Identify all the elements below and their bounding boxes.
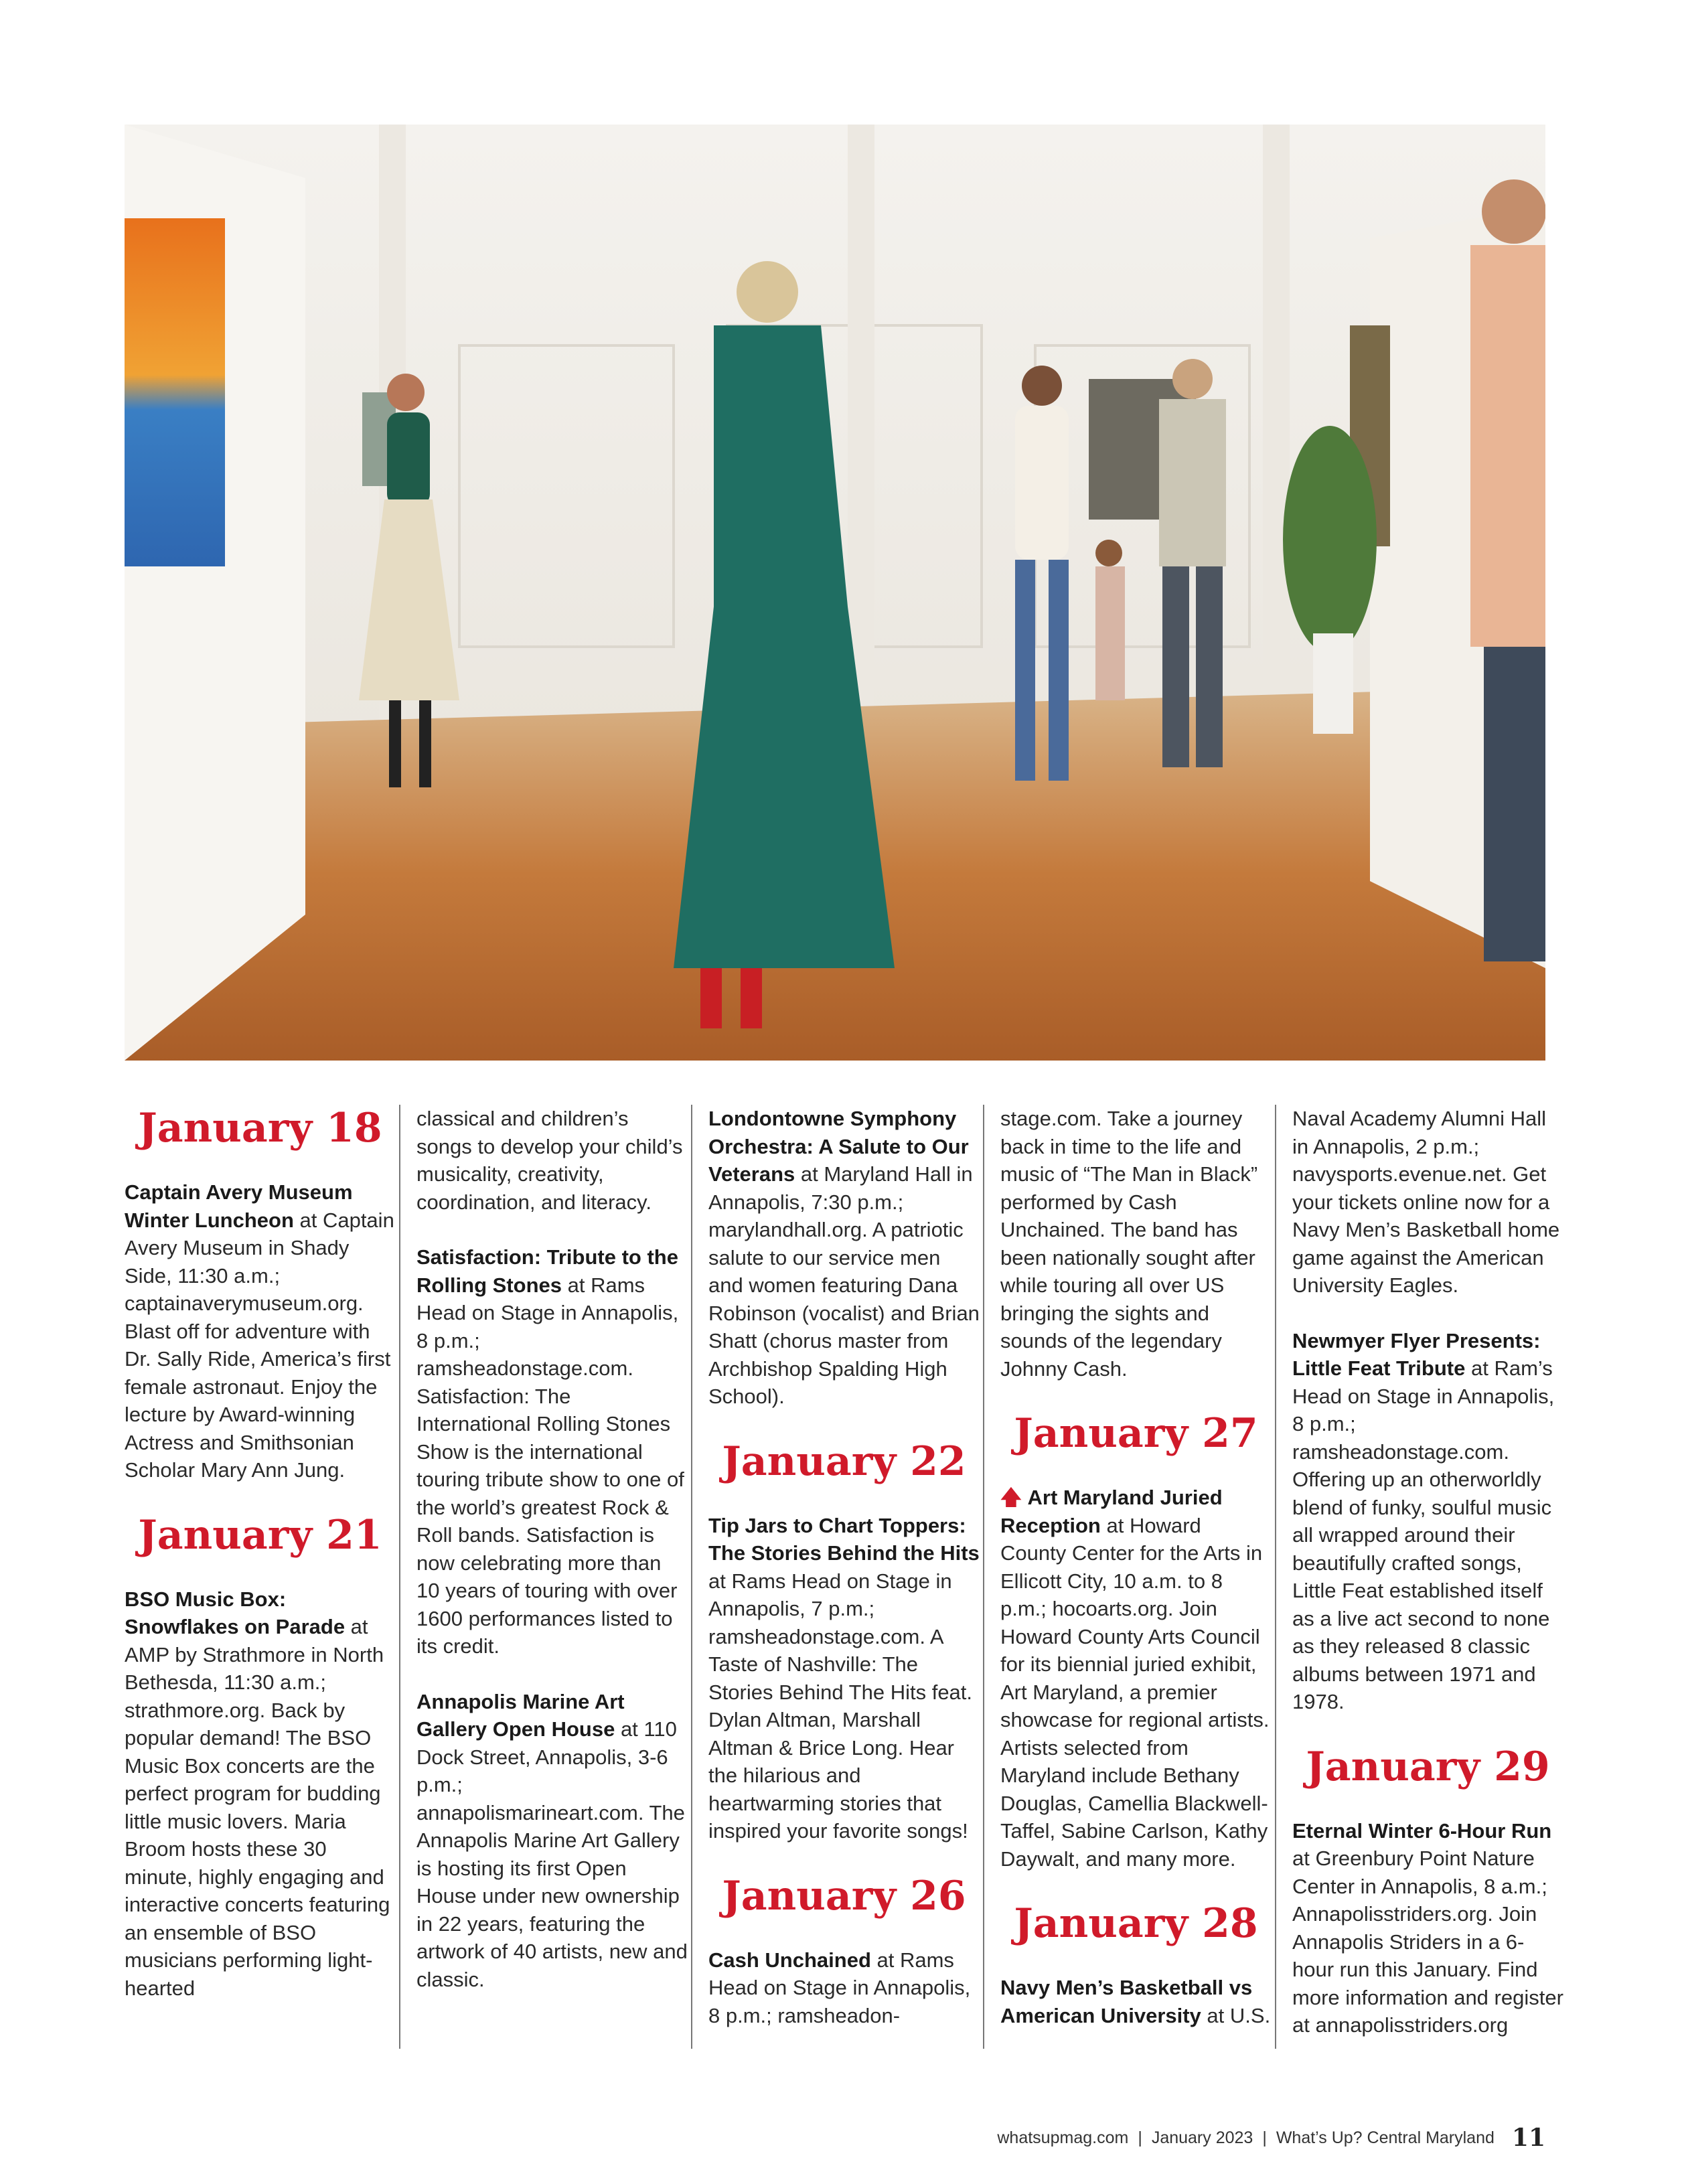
event-title: Annapolis Marine Art Gallery Open House [416, 1689, 625, 1741]
column-4 [1000, 1105, 1272, 2057]
column-3 [708, 1105, 980, 2057]
event-description: at Howard County Center for the Arts in Ellicott City, 10 a.m. to 8 p.m.; hocoarts.org. Join Howard County Arts Council for its biennial juried exhibit, Art Maryland, a premier showcase for regional artists. Artists selected from Maryland include Bethany Douglas, Camellia Blackwell-Taffel, Sabine Carlson, Kathy Daywalt, and many more. [1000, 1513, 1270, 1871]
event-title: Tip Jars to Chart Toppers: The Stories Behind the Hits [708, 1513, 980, 1565]
date-heading-january-26: January 26 [722, 1872, 966, 1920]
event-description: at Rams Head on Stage in Annapolis, 7 p.m.; ramsheadonstage.com. A Taste of Nashville: The Stories Behind The Hits feat. Dylan Altman, Marshall Altman & Brice Long. Hear the hilarious and heartwarming stories that inspired your favorite songs! [708, 1569, 973, 1843]
event-description: at Rams Head on Stage in Annapolis, 8 p.m.; ramsheadon- [708, 1948, 971, 2027]
event-art-maryland [1000, 1484, 1272, 1873]
event-title: Satisfaction: Tribute to the Rolling Stones [416, 1245, 678, 1297]
event-description: at Maryland Hall in Annapolis, 7:30 p.m.; marylandhall.org. A patriotic salute to our service men and women featuring Dana Robinson (vocalist) and Brian Shatt (chorus master from Archbishop Spalding High School). [708, 1162, 980, 1408]
event-title: Cash Unchained [708, 1948, 871, 1972]
column-2 [416, 1105, 688, 2021]
column-5 [1292, 1105, 1563, 2067]
event-bso-music-box [125, 1585, 396, 2003]
event-description: at AMP by Strathmore in North Bethesda, 11:30 a.m.; strathmore.org. Back by popular demand! The BSO Music Box concerts are the perfect program for budding little music lovers. Maria Broom hosts these 30 minute, highly engaging and interactive concerts featuring an ensemble of BSO musicians performing light-hearted [125, 1615, 390, 2000]
footer-separator: | [1138, 2128, 1142, 2147]
date-heading-january-22: January 22 [722, 1437, 966, 1485]
up-arrow-icon: 🡅 [1000, 1486, 1022, 1509]
event-continuation: classical and children’s songs to develop your child’s musicality, creativity, coordination, and literacy. [416, 1107, 683, 1214]
event-listings [125, 1105, 1563, 2059]
date-heading-january-18: January 18 [138, 1105, 382, 1152]
date-heading-january-21: January 21 [138, 1511, 382, 1559]
event-continuation: stage.com. Take a journey back in time to the life and music of “The Man in Black” performed by Cash Unchained. The band has been nationally sought after while touring all over US bringing the sights and sounds of the legendary Johnny Cash. [1000, 1107, 1258, 1381]
event-description: at 110 Dock Street, Annapolis, 3-6 p.m.; annapolismarineart.com. The Annapolis Marine Art Gallery is hosting its first Open House under new ownership in 22 years, featuring the artwork of 40 artists, new and classic. [416, 1717, 688, 1991]
event-satisfaction [416, 1243, 688, 1660]
column-divider [691, 1105, 692, 2049]
date-heading-january-29: January 29 [1306, 1743, 1550, 1790]
footer-magazine: What’s Up? Central Maryland [1276, 2128, 1495, 2147]
event-title: Eternal Winter 6-Hour Run [1292, 1818, 1552, 1843]
column-1 [125, 1105, 396, 2029]
column-divider [983, 1105, 984, 2049]
event-tip-jars [708, 1512, 980, 1845]
hero-photo [125, 125, 1545, 1061]
event-description: at U.S. [1201, 2003, 1271, 2027]
event-description: at Rams Head on Stage in Annapolis, 8 p.m.; ramsheadonstage.com. Satisfaction: The International Rolling Stones Show is the international touring tribute show to one of the world’s greatest Rock & Roll bands. Satisfaction is now celebrating more than 10 years of touring with over 1600 performances listed to its credit. [416, 1273, 684, 1658]
footer-site: whatsupmag.com [997, 2128, 1129, 2147]
event-description: at Captain Avery Museum in Shady Side, 11:30 a.m.; captainaverymuseum.org. Blast off for adventure with Dr. Sally Ride, America’s first female astronaut. Enjoy the lecture by Award-winning Actress and Smithsonian Scholar Mary Ann Jung. [125, 1208, 394, 1482]
event-description: at Greenbury Point Nature Center in Annapolis, 8 a.m.; Annapolisstriders.org. Join Annapolis Striders in a 6-hour run this January. Find more information and register at annapolisstriders.org [1292, 1847, 1563, 2037]
event-eternal-winter-run [1292, 1817, 1563, 2039]
event-title: BSO Music Box: Snowflakes on Parade [125, 1587, 346, 1638]
page-number: 11 [1511, 2124, 1545, 2152]
event-title: Newmyer Flyer Presents: Little Feat Tribute [1292, 1328, 1541, 1380]
event-captain-avery [125, 1178, 396, 1484]
event-description: at Ram’s Head on Stage in Annapolis, 8 p.m.; ramsheadonstage.com. Offering up an otherworldly blend of funky, soulful music all wrapped around their beautifully crafted songs, Little Feat established itself as a live act second to none as they released 8 classic albums between 1971 and 1978. [1292, 1356, 1555, 1713]
event-continuation: Naval Academy Alumni Hall in Annapolis, 2 p.m.; navysports.evenue.net. Get your tickets online now for a Navy Men’s Basketball home game against the American University Eagles. [1292, 1107, 1560, 1297]
footer-separator: | [1262, 2128, 1267, 2147]
event-title: Londontowne Symphony Orchestra: A Salute to Our Veterans [708, 1107, 969, 1186]
event-cash-unchained [708, 1946, 980, 2030]
event-title: Captain Avery Museum Winter Luncheon [125, 1180, 353, 1232]
event-title: Art Maryland Juried Reception [1000, 1486, 1223, 1537]
page-footer [997, 2122, 1545, 2153]
event-marine-art-gallery [416, 1688, 688, 1994]
footer-issue: January 2023 [1151, 2128, 1253, 2147]
date-heading-january-28: January 28 [1014, 1900, 1258, 1947]
event-little-feat-tribute [1292, 1327, 1563, 1716]
event-navy-basketball [1000, 1974, 1272, 2029]
event-title: Navy Men’s Basketball vs American University [1000, 1976, 1253, 2027]
column-divider [1275, 1105, 1276, 2049]
column-divider [399, 1105, 400, 2049]
date-heading-january-27: January 27 [1014, 1410, 1258, 1457]
event-londontowne-symphony [708, 1105, 980, 1411]
gallery-illustration [125, 125, 1545, 1061]
